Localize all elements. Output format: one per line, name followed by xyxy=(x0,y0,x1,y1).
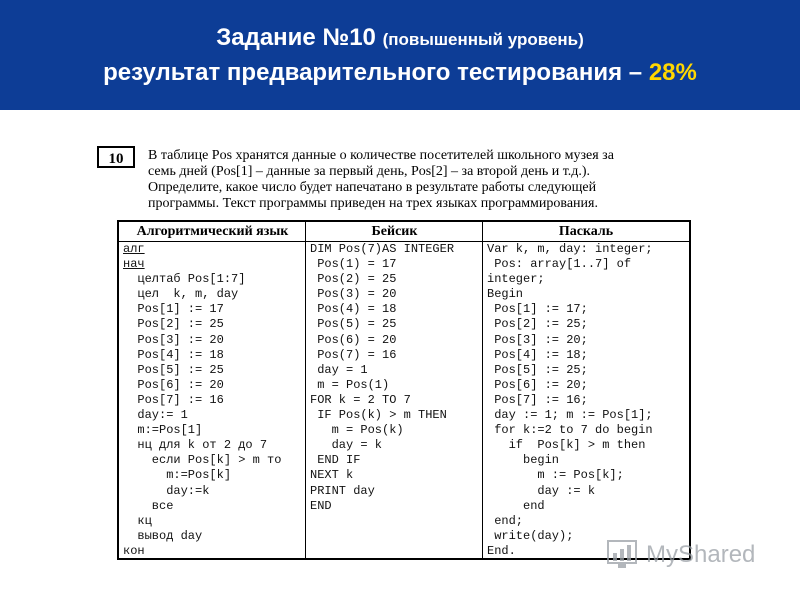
subtitle-percent: 28% xyxy=(648,59,697,86)
task-description xyxy=(148,148,663,212)
code-line: write(day); xyxy=(487,528,574,543)
task-number: 10 xyxy=(97,146,135,168)
code-line: Pos[5] := 25 xyxy=(123,362,224,377)
code-line: алг xyxy=(123,242,145,256)
code-line: Pos(6) = 20 xyxy=(310,332,397,347)
code-line: END IF xyxy=(310,453,361,468)
code-line: Pos[7] := 16; xyxy=(487,392,588,407)
code-line: цел k, m, day xyxy=(123,287,239,302)
code-line: Pos[1] := 17 xyxy=(123,302,224,317)
code-line: Pos[1] := 17; xyxy=(487,302,588,317)
subtitle-prefix: результат предварительного тестирования – xyxy=(103,59,643,86)
code-line: PRINT day xyxy=(310,483,375,498)
code-line: m:=Pos[k] xyxy=(123,468,232,483)
algorithmic-code xyxy=(123,242,303,558)
slide-header xyxy=(0,0,800,110)
code-line: нц для k от 2 до 7 xyxy=(123,438,268,453)
code-line: NEXT k xyxy=(310,468,354,483)
code-line: DIM Pos(7)AS INTEGER xyxy=(310,242,455,256)
column-header-algorithmic: Алгоритмический язык xyxy=(119,222,306,242)
code-line: IF Pos(k) > m THEN xyxy=(310,408,447,423)
code-line: Begin xyxy=(487,287,524,302)
code-line: если Pos[k] > m то xyxy=(123,453,282,468)
code-line: Pos(3) = 20 xyxy=(310,287,397,302)
task-text-line: Определите, какое число будет напечатано в результате работы следующей xyxy=(148,180,597,195)
code-line: m:=Pos[1] xyxy=(123,423,203,438)
code-line: day := k xyxy=(487,483,596,498)
pascal-code xyxy=(487,242,687,558)
title-level: (повышенный уровень) xyxy=(382,30,584,49)
code-line: Pos[3] := 20 xyxy=(123,332,224,347)
column-divider xyxy=(482,222,483,558)
code-line: Var k, m, day: integer; xyxy=(487,242,653,256)
watermark xyxy=(606,538,776,574)
task-text-line: семь дней (Pos[1] – данные за первый день, Pos[2] – за второй день и т.д.). xyxy=(148,164,591,179)
code-line: m = Pos(k) xyxy=(310,423,404,438)
code-line: if Pos[k] > m then xyxy=(487,438,646,453)
code-line: кон xyxy=(123,543,145,558)
code-line: Pos(4) = 18 xyxy=(310,302,397,317)
code-line: END xyxy=(310,498,332,513)
code-line: Pos[7] := 16 xyxy=(123,392,224,407)
code-line: кц xyxy=(123,513,152,528)
code-table xyxy=(117,220,691,560)
basic-code xyxy=(310,242,480,558)
code-line: FOR k = 2 TO 7 xyxy=(310,392,411,407)
code-line: for k:=2 to 7 do begin xyxy=(487,423,653,438)
column-header-basic: Бейсик xyxy=(306,222,483,242)
code-line: Pos[2] := 25 xyxy=(123,317,224,332)
code-line: все xyxy=(123,498,174,513)
code-line: Pos(7) = 16 xyxy=(310,347,397,362)
column-header-pascal: Паскаль xyxy=(483,222,689,242)
code-line: Pos: array[1..7] of xyxy=(487,257,632,272)
code-line: Pos[4] := 18 xyxy=(123,347,224,362)
code-line: Pos[2] := 25; xyxy=(487,317,588,332)
code-line: Pos[6] := 20; xyxy=(487,377,588,392)
slide-subtitle xyxy=(0,59,800,87)
code-line: end xyxy=(487,498,545,513)
column-divider xyxy=(305,222,306,558)
code-line: m = Pos(1) xyxy=(310,377,390,392)
title-main: Задание №10 xyxy=(216,24,376,51)
code-line: End. xyxy=(487,543,516,558)
code-line: Pos(5) = 25 xyxy=(310,317,397,332)
code-line: day = k xyxy=(310,438,383,453)
code-line: Pos[3] := 20; xyxy=(487,332,588,347)
code-line: day := 1; m := Pos[1]; xyxy=(487,408,653,423)
watermark-text: MyShared xyxy=(646,541,756,568)
code-line: Pos(2) = 25 xyxy=(310,272,397,287)
code-line: integer; xyxy=(487,272,545,287)
task-text-line: В таблице Pos хранятся данные о количестве посетителей школьного музея за xyxy=(148,148,614,163)
code-line: Pos[6] := 20 xyxy=(123,377,224,392)
code-line: вывод day xyxy=(123,528,203,543)
code-line: целтаб Pos[1:7] xyxy=(123,272,246,287)
code-line: day:=k xyxy=(123,483,210,498)
bar-chart-icon xyxy=(606,557,640,574)
code-line: Pos(1) = 17 xyxy=(310,257,397,272)
code-line: m := Pos[k]; xyxy=(487,468,624,483)
task-text-line: программы. Текст программы приведен на трех языках программирования. xyxy=(148,196,598,211)
code-line: day:= 1 xyxy=(123,408,188,423)
slide-title xyxy=(0,24,800,52)
code-line: нач xyxy=(123,257,145,272)
code-line: begin xyxy=(487,453,560,468)
code-line: Pos[5] := 25; xyxy=(487,362,588,377)
code-line: day = 1 xyxy=(310,362,368,377)
code-line: end; xyxy=(487,513,524,528)
code-line: Pos[4] := 18; xyxy=(487,347,588,362)
